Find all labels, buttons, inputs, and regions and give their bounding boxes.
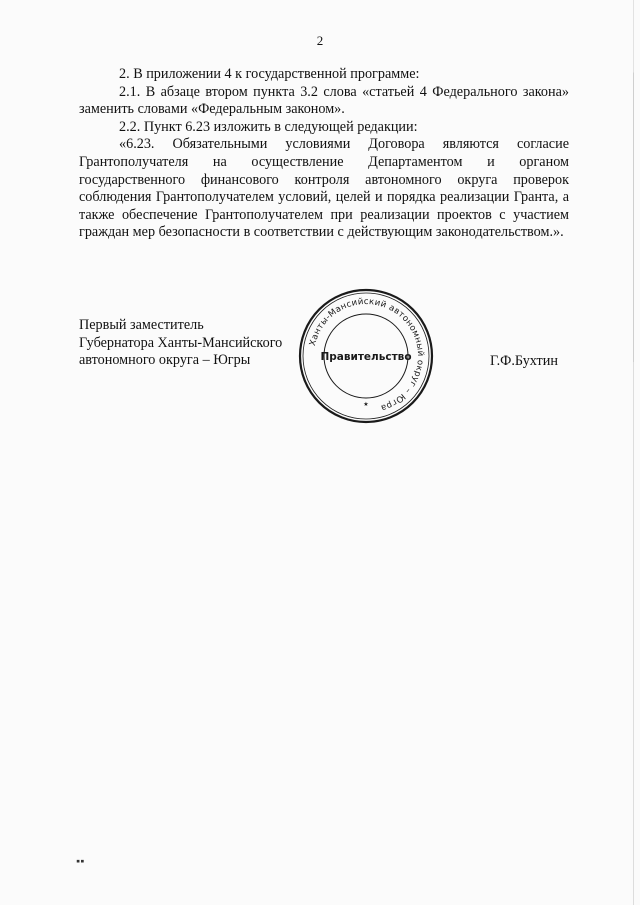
signature-block <box>79 317 282 370</box>
seal-center-text: Правительство <box>320 351 412 363</box>
scan-edge <box>633 0 634 905</box>
seal-star-icon: ★ <box>363 401 369 408</box>
paragraph-2-2: 2.2. Пункт 6.23 изложить в следующей редакции: <box>119 118 418 135</box>
signer-title-line: Губернатора Ханты-Мансийского <box>79 334 283 351</box>
paragraph-appendix: 2. В приложении 4 к государственной программе: <box>119 66 420 82</box>
signer-title-line: автономного округа – Югры <box>79 352 251 369</box>
document-body <box>79 66 569 242</box>
scan-marker-icon: ▪▪ <box>76 857 85 865</box>
signer-title-line: Первый заместитель <box>79 317 204 333</box>
signer-name: Г.Ф.Бухтин <box>490 353 558 369</box>
paragraph-2-1: 2.1. В абзаце втором пункта 3.2 слова «статьей 4 Федерального закона» заменить словами «Федеральным законом». <box>79 83 569 118</box>
paragraph-6-23: «6.23. Обязательными условиями Договора являются согласие Грантополучателя на осуществление Департаментом и органом государственного финансового контроля автономного округа проверок соблюдения Грантополучателем условий, целей и порядка реализации Гранта, а также обеспечение Грантополучателем при реализации проектов с участием граждан мер безопасности в соответствии с действующим законодательством.». <box>79 136 569 241</box>
page-number: 2 <box>316 33 324 48</box>
official-seal <box>297 287 435 425</box>
seal-ring-text: Ханты-Мансийский автономный округ – Югра <box>308 296 426 413</box>
